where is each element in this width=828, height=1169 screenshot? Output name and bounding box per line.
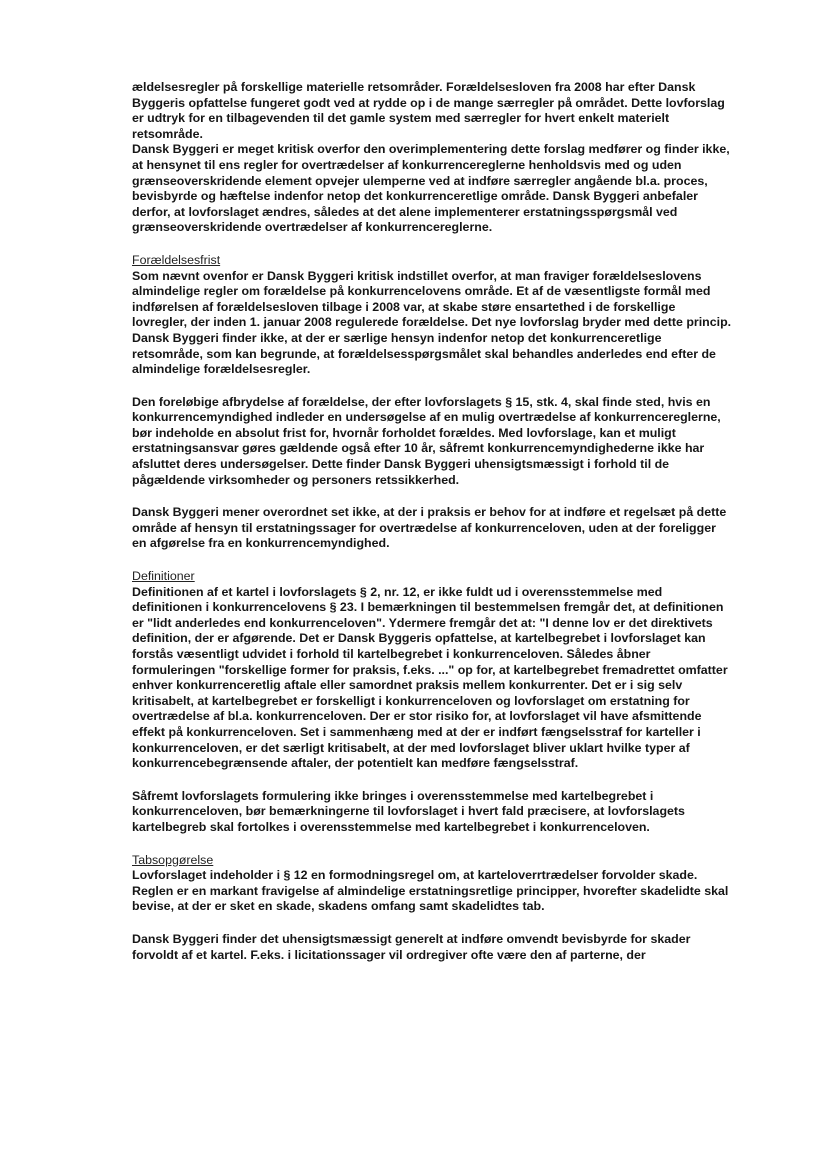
paragraph-tabsopgoerelse-1: Lovforslaget indeholder i § 12 en formodningsregel om, at karteloverrtrædelser forvolder skade. Reglen er en markant fravigelse af almindelige erstatningsretlige principper, hvorefter skadelidte skal bevise, at der er sket en skade, skadens omfang samt skadelidtes tab. <box>132 868 729 914</box>
paragraph-overimplementation: Dansk Byggeri er meget kritisk overfor den overimplementering dette forslag medfører og finder ikke, at hensynet til ens regler for overtrædelser af konkurrencereglerne henholdsvis med og uden grænseoverskridende element opvejer ulemperne ved at indføre særregler angående bl.a. proces, bevisbyrde og hæftelse indenfor netop det konkurrenceretlige område. Dansk Byggeri anbefaler derfor, at lovforslaget ændres, således at det alene implementerer erstatningsspørgsmål ved grænseoverskridende overtrædelser af konkurrencereglerne. <box>132 142 730 235</box>
spacer <box>132 772 732 789</box>
spacer <box>132 552 732 569</box>
paragraph-foraeldelse-3: Dansk Byggeri mener overordnet set ikke, at der i praksis er behov for at indføre et regelsæt på dette område af hensyn til erstatningssager for overtrædelse af konkurrenceloven, uden at der foreligger en afgørelse fra en konkurrencemyndighed. <box>132 505 727 551</box>
spacer <box>132 915 732 932</box>
paragraph-definitioner-1: Definitionen af et kartel i lovforslagets § 2, nr. 12, er ikke fuldt ud i overensstemmelse med definitionen i konkurrencelovens § 23. I bemærkningen til bestemmelsen fremgår det, at definitionen er "lidt anderledes end konkurrenceloven". Ydermere fremgår det at: "I denne lov er det direktivets definition, der er afgørende. Det er Dansk Byggeris opfattelse, at kartelbegrebet i lovforslaget kan forstås væsentligt udvidet i forhold til kartelbegrebet i konkurrenceloven. Således åbner formuleringen "forskellige former for praksis, f.eks. ..." op for, at kartelbegrebet fremadrettet omfatter enhver konkurrenceretlig aftale eller samordnet praksis mellem konkurrenter. Det er i sig selv kritisabelt, at kartelbegrebet er forskelligt i konkurrenceloven og lovforslaget om erstatning for overtrædelse af bl.a. konkurrenceloven. Der er stor risiko for, at lovforslaget vil have afsmittende effekt på konkurrenceloven. Set i sammenhæng med at der er indført fængselsstraf for karteller i konkurrenceloven, er det særligt kritisabelt, at der med lovforslaget bliver uklart hvilke typer af konkurrencebegrænsende aftaler, der potentielt kan medføre fængselsstraf. <box>132 584 728 771</box>
paragraph-foraeldelse-1: Som nævnt ovenfor er Dansk Byggeri kritisk indstillet overfor, at man fraviger forældelseslovens almindelige regler om forældelse på konkurrencelovens område. Et af de væsentligste formål med indførelsen af forældelsesloven tilbage i 2008 var, at skabe støre ensartethed i de forskellige lovregler, der inden 1. januar 2008 regulerede forældelse. Det nye lovforslag bryder med dette princip. Dansk Byggeri finder ikke, at der er særlige hensyn indenfor netop det konkurrenceretlige retsområde, som kan begrunde, at forældelsesspørgsmålet skal behandles anderledes end efter de almindelige forældelsesregler. <box>132 268 732 377</box>
document-page <box>132 80 732 963</box>
spacer <box>132 836 732 853</box>
paragraph-intro: ældelsesregler på forskellige materielle retsområder. Forældelsesloven fra 2008 har efter Dansk Byggeris opfattelse fungeret godt ved at rydde op i de mange særregler på området. Dette lovforslag er udtryk for en tilbagevenden til det gamle system med særregler for hvert enkelt materielt retsområde. <box>132 80 725 141</box>
spacer <box>132 488 732 505</box>
spacer <box>132 236 732 253</box>
paragraph-definitioner-2: Såfremt lovforslagets formulering ikke bringes i overensstemmelse med kartelbegrebet i konkurrenceloven, bør bemærkningerne til lovforslaget i hvert fald præcisere, at lovforslagets kartelbegreb skal fortolkes i overensstemmelse med kartelbegrebet i konkurrenceloven. <box>132 788 685 834</box>
paragraph-tabsopgoerelse-2: Dansk Byggeri finder det uhensigtsmæssigt generelt at indføre omvendt bevisbyrde for skader forvoldt af et kartel. F.eks. i licitationssager vil ordregiver ofte være den af parterne, der <box>132 931 691 962</box>
heading-tabsopgoerelse: Tabsopgørelse <box>132 852 214 867</box>
heading-foraeldelsesfrist: Forældelsesfrist <box>132 252 221 267</box>
heading-definitioner: Definitioner <box>132 569 195 584</box>
spacer <box>132 378 732 395</box>
paragraph-foraeldelse-2: Den foreløbige afbrydelse af forældelse, der efter lovforslagets § 15, stk. 4, skal finde sted, hvis en konkurrencemyndighed indleder en undersøgelse af en mulig overtrædelse af konkurrencereglerne, bør indeholde en absolut frist for, hvornår forholdet forældes. Med lovforslage, kan et muligt erstatningsansvar gøres gældende også efter 10 år, såfremt konkurrencemyndighederne ikke har afsluttet deres undersøgelser. Dette finder Dansk Byggeri uhensigtsmæssigt i forhold til de pågældende virksomheder og personers retssikkerhed. <box>132 394 721 487</box>
